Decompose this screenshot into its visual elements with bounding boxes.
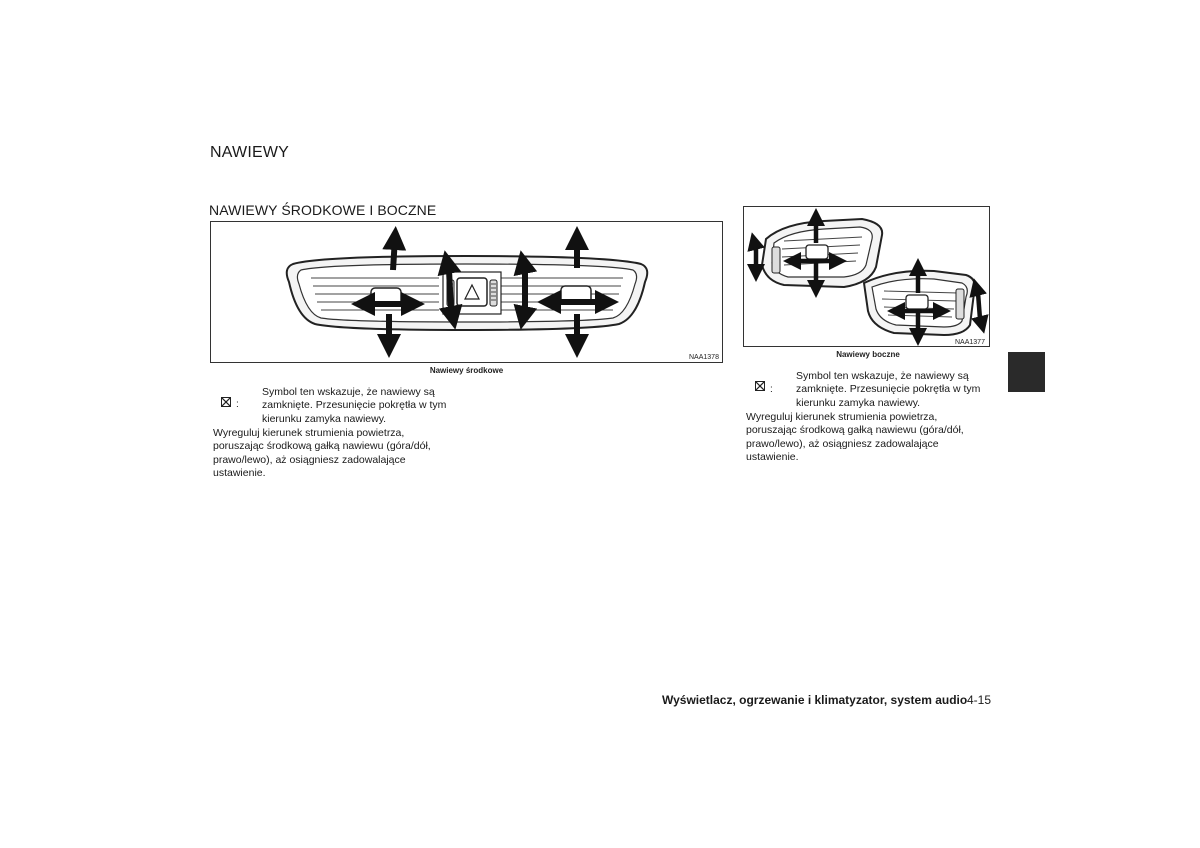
- side-figure-code: NAA1377: [955, 339, 985, 346]
- left-instruction: [213, 427, 473, 481]
- text-line: kierunku zamyka nawiewy.: [262, 412, 387, 425]
- right-symbol-description: [796, 370, 1011, 410]
- text-line: poruszając środkową gałką nawiewu (góra/dół,: [213, 440, 431, 453]
- text-line: kierunku zamyka nawiewy.: [796, 396, 921, 409]
- arrow-up-icon: [393, 238, 395, 270]
- center-vents-figure: [210, 221, 723, 363]
- side-figure-caption: Nawiewy boczne: [836, 350, 900, 359]
- center-vents-illustration: [211, 222, 722, 362]
- text-line: prawo/lewo), aż osiągniesz zadowalające: [746, 437, 939, 450]
- text-line: ustawienie.: [746, 451, 799, 464]
- chapter-thumb-tab: [1008, 352, 1045, 392]
- footer-chapter-title: Wyświetlacz, ogrzewanie i klimatyzator, system audio: [662, 693, 968, 707]
- text-line: Wyreguluj kierunek strumienia powietrza,: [213, 427, 405, 439]
- side-vents-illustration: [744, 207, 989, 346]
- section-title: NAWIEWY: [210, 144, 290, 161]
- right-instruction: [746, 411, 1006, 465]
- vent-closed-symbol-icon: [755, 381, 765, 391]
- center-figure-caption: Nawiewy środkowe: [429, 366, 504, 375]
- center-figure-code: NAA1378: [689, 354, 719, 361]
- text-line: Symbol ten wskazuje, że nawiewy są: [262, 386, 435, 398]
- text-line: ustawienie.: [213, 467, 266, 480]
- text-line: zamknięte. Przesunięcie pokrętła w tym: [796, 383, 981, 396]
- left-symbol-description: [262, 386, 482, 426]
- side-vents-figure: [743, 206, 990, 347]
- text-line: poruszając środkową gałką nawiewu (góra/dół,: [746, 424, 964, 437]
- page-number: 4-15: [967, 693, 992, 707]
- symbol-colon: :: [770, 384, 773, 395]
- text-line: Wyreguluj kierunek strumienia powietrza,: [746, 411, 938, 423]
- text-line: prawo/lewo), aż osiągniesz zadowalające: [213, 453, 406, 466]
- symbol-colon: :: [236, 399, 239, 410]
- text-line: Symbol ten wskazuje, że nawiewy są: [796, 370, 969, 382]
- vent-closed-symbol-icon: [221, 397, 231, 407]
- subsection-title: NAWIEWY ŚRODKOWE I BOCZNE: [209, 202, 437, 218]
- text-line: zamknięte. Przesunięcie pokrętła w tym: [262, 399, 447, 412]
